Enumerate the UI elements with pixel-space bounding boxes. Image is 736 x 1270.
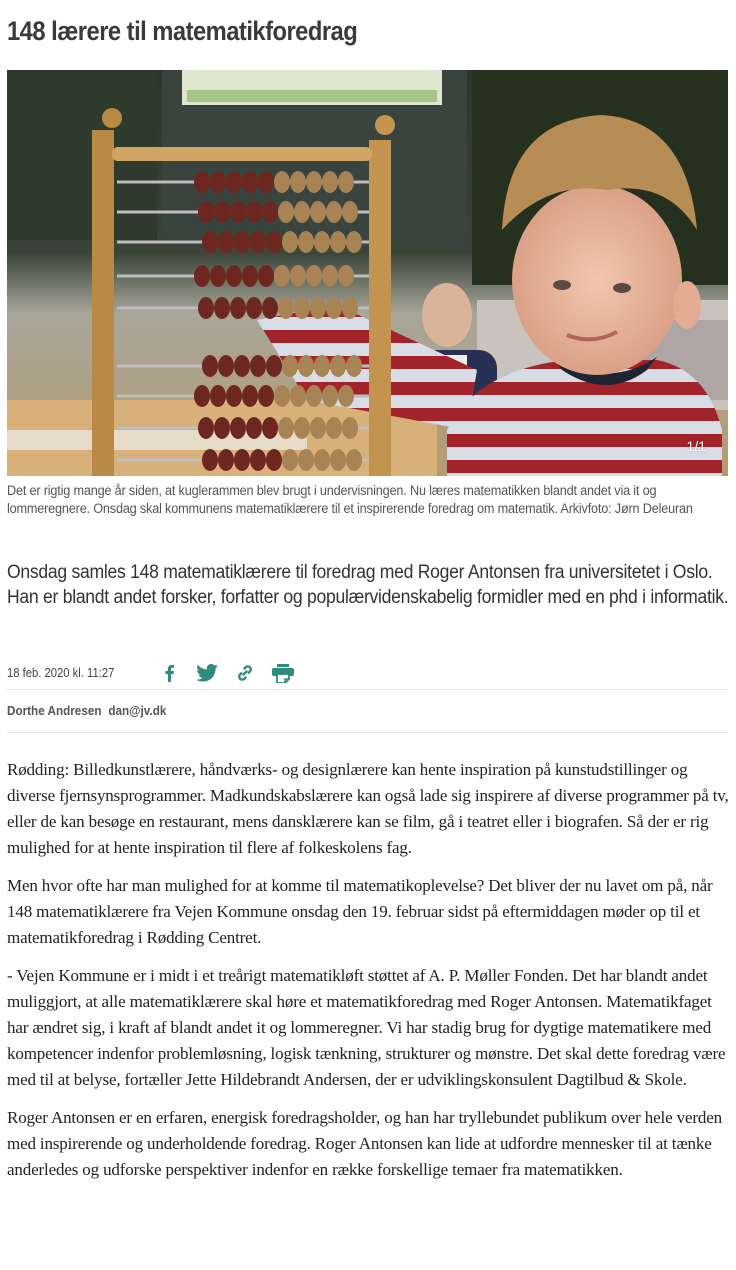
abacus-bead <box>278 417 294 439</box>
print-button[interactable] <box>264 660 302 686</box>
abacus-bead <box>250 449 266 471</box>
abacus-bead <box>314 449 330 471</box>
abacus-bead <box>258 385 274 407</box>
abacus-bead <box>306 385 322 407</box>
abacus-bead <box>294 201 310 223</box>
abacus-bead <box>242 171 258 193</box>
abacus-bead <box>326 201 342 223</box>
byline-divider <box>7 732 728 733</box>
share-bar <box>150 660 302 686</box>
abacus-bead <box>226 265 242 287</box>
abacus-bead <box>262 417 278 439</box>
abacus-bead <box>314 231 330 253</box>
abacus-bead <box>246 417 262 439</box>
abacus-bead <box>210 265 226 287</box>
abacus-bead <box>298 231 314 253</box>
photo-caption: Det er rigtig mange år siden, at kuglerammen blev brugt i undervisningen. Nu læres matematikken blandt andet via it og lommeregnere. Onsdag skal kommunens matematiklærere til et inspirerende foredrag om matematik. Arkivfoto: Jørn Deleuran <box>7 483 693 516</box>
abacus-bead <box>250 231 266 253</box>
abacus-bead <box>246 201 262 223</box>
abacus-bead <box>274 171 290 193</box>
abacus-bead <box>226 385 242 407</box>
abacus-bead <box>218 231 234 253</box>
abacus-bead <box>242 385 258 407</box>
abacus-bead <box>258 265 274 287</box>
abacus-bead <box>278 297 294 319</box>
abacus-bead <box>294 297 310 319</box>
copy-link-button[interactable] <box>226 660 264 686</box>
abacus-bead <box>234 231 250 253</box>
article-lead: Onsdag samles 148 matematiklærere til foredrag med Roger Antonsen fra universitetet i Oslo. Han er blandt andet forsker, forfatter og populærvidenskabelig formidler med en phd i informatik. <box>7 562 729 608</box>
abacus-bead <box>266 355 282 377</box>
abacus-bead <box>242 265 258 287</box>
abacus-bead <box>230 201 246 223</box>
abacus-bead <box>198 201 214 223</box>
abacus-bead <box>262 201 278 223</box>
abacus-bead <box>322 265 338 287</box>
abacus-bead <box>330 449 346 471</box>
abacus-bead <box>282 355 298 377</box>
body-paragraph: Men hvor ofte har man mulighed for at komme til matematikoplevelse? Det bliver der nu lavet om på, når 148 matematiklærere fra Vejen Kommune onsdag den 19. februar sidst på eftermiddagen møder op til et matematikforedrag i Rødding Centret. <box>7 876 713 947</box>
abacus-bead <box>342 417 358 439</box>
abacus-bead <box>210 171 226 193</box>
abacus-bead <box>298 449 314 471</box>
abacus-bead <box>198 417 214 439</box>
body-paragraph: - Vejen Kommune er i midt i et treårigt matematikløft støttet af A. P. Møller Fonden. Det har blandt andet muliggjort, at alle matematiklærere skal høre et matematikforedrag med Roger Antonsen. Matematikfaget har ændret sig, i kraft af blandt andet it og lommeregner. Vi har stadig brug for dygtige matematikere med kompetencer indenfor problemløsning, logisk tænkning, strukturer og mønstre. Det skal dette foredrag være med til at belyse, fortæller Jette Hildebrandt Andersen, der er udviklingskonsulent Dagtilbud & Skole. <box>7 966 726 1089</box>
abacus-bead <box>346 449 362 471</box>
author-name: Dorthe Andresen <box>7 703 102 718</box>
abacus-bead <box>342 201 358 223</box>
abacus-bead <box>290 171 306 193</box>
article-headline: 148 lærere til matematikforedrag <box>7 16 358 46</box>
publish-date: 18 feb. 2020 kl. 11:27 <box>7 666 115 680</box>
abacus-bead <box>194 171 210 193</box>
abacus-bead <box>290 385 306 407</box>
abacus-bead <box>290 265 306 287</box>
abacus-bead <box>226 171 242 193</box>
abacus-bead <box>230 297 246 319</box>
share-twitter-button[interactable] <box>188 660 226 686</box>
abacus-bead <box>194 385 210 407</box>
abacus-bead <box>274 265 290 287</box>
abacus-bead <box>314 355 330 377</box>
abacus-bead <box>338 265 354 287</box>
abacus-bead <box>258 171 274 193</box>
photo-counter: 1/1 <box>686 438 706 454</box>
abacus-bead <box>282 231 298 253</box>
abacus-bead <box>234 449 250 471</box>
abacus-bead <box>234 355 250 377</box>
abacus-bead <box>330 231 346 253</box>
abacus-bead <box>310 201 326 223</box>
abacus-bead <box>346 355 362 377</box>
abacus-bead <box>202 231 218 253</box>
abacus-bead <box>326 297 342 319</box>
abacus-bead <box>214 201 230 223</box>
abacus-bead <box>266 449 282 471</box>
abacus-bead <box>322 385 338 407</box>
abacus-bead <box>310 297 326 319</box>
abacus-bead <box>262 297 278 319</box>
abacus-bead <box>214 297 230 319</box>
abacus-bead <box>246 297 262 319</box>
abacus-bead <box>278 201 294 223</box>
abacus-bead <box>250 355 266 377</box>
abacus-bead <box>338 385 354 407</box>
twitter-icon <box>196 664 218 682</box>
abacus-bead <box>298 355 314 377</box>
article-body <box>7 757 729 1195</box>
abacus-bead <box>214 417 230 439</box>
abacus-bead <box>198 297 214 319</box>
abacus-bead <box>274 385 290 407</box>
body-paragraph: Roger Antonsen er en erfaren, energisk foredragsholder, og han har tryllebundet publikum over hele verden med inspirerende og underholdende foredrag. Roger Antonsen kan lide at udfordre mennesker til at tænke anderledes og udforske perspektiver indenfor en række forskellige temaer fra matematikken. <box>7 1108 722 1179</box>
body-paragraph: Rødding: Billedkunstlærere, håndværks- og designlærere kan hente inspiration på kunstudstillinger og diverse fjernsynsprogrammer. Madkundskabslærere kan også lade sig inspirere af diverse programmer på tv, eller de kan besøge en restaurant, mens dansklærere kan se film, gå i teatret eller i biografen. Så der er rig mulighed for at hente inspiration til flere af folkeskolens fag. <box>7 760 729 857</box>
abacus-bead <box>218 355 234 377</box>
abacus-bead <box>330 355 346 377</box>
abacus-bead <box>306 265 322 287</box>
abacus-bead <box>202 449 218 471</box>
meta-divider <box>7 689 728 690</box>
article-photo[interactable] <box>7 70 728 476</box>
link-icon <box>236 664 254 682</box>
abacus-bead <box>218 449 234 471</box>
abacus-bead <box>310 417 326 439</box>
abacus-bead <box>194 265 210 287</box>
abacus-bead <box>210 385 226 407</box>
abacus-bead <box>346 231 362 253</box>
abacus-bead <box>266 231 282 253</box>
abacus-bead <box>282 449 298 471</box>
article-meta <box>7 658 728 688</box>
print-icon <box>272 664 294 683</box>
byline <box>7 703 166 718</box>
abacus-bead <box>230 417 246 439</box>
abacus-bead <box>342 297 358 319</box>
facebook-icon <box>163 664 175 682</box>
abacus-bead <box>294 417 310 439</box>
abacus-bead <box>326 417 342 439</box>
abacus-photo-illustration <box>7 70 728 476</box>
abacus-bead <box>322 171 338 193</box>
abacus-bead <box>202 355 218 377</box>
abacus-bead <box>306 171 322 193</box>
share-facebook-button[interactable] <box>150 660 188 686</box>
abacus-bead <box>338 171 354 193</box>
author-email-link[interactable]: dan@jv.dk <box>108 703 167 718</box>
